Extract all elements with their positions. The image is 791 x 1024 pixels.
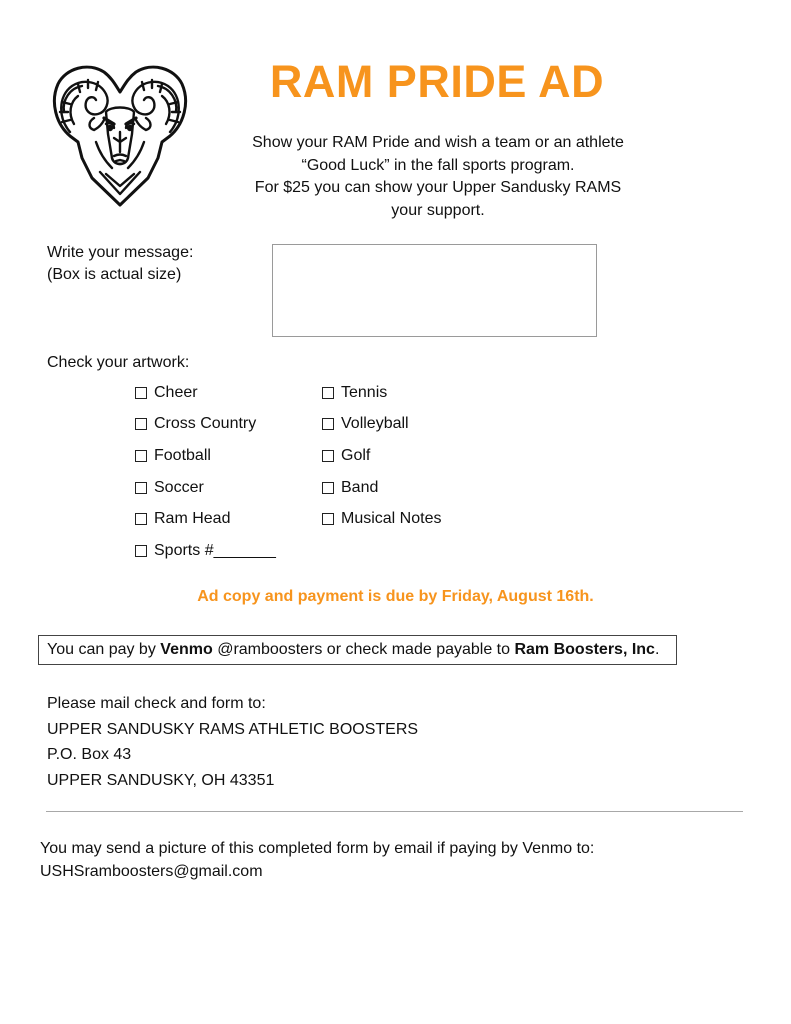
checkbox-icon[interactable] xyxy=(322,513,334,525)
email-note xyxy=(40,838,594,883)
checkbox-label: Cheer xyxy=(154,384,198,401)
checkbox-label: Volleyball xyxy=(341,415,409,432)
page-title: RAM PRIDE AD xyxy=(269,56,605,107)
message-sublabel-text: (Box is actual size) xyxy=(47,266,182,283)
message-label xyxy=(47,242,193,286)
checkbox-cross-country[interactable] xyxy=(134,413,256,435)
due-notice: Ad copy and payment is due by Friday, August 16th. xyxy=(197,588,594,605)
checkbox-label: Cross Country xyxy=(154,415,257,432)
checkbox-tennis[interactable] xyxy=(321,382,387,404)
payment-info xyxy=(38,635,677,665)
payment-middle: @ramboosters or check made payable to xyxy=(212,641,515,658)
checkbox-icon[interactable] xyxy=(135,418,147,430)
intro-line: Show your RAM Pride and wish a team or an athlete xyxy=(252,134,624,151)
payment-suffix: . xyxy=(654,641,660,658)
intro-line: For $25 you can show your Upper Sandusky RAMS xyxy=(254,179,622,196)
mail-line: UPPER SANDUSKY, OH 43351 xyxy=(47,771,275,789)
checkbox-icon[interactable] xyxy=(135,482,147,494)
checkbox-icon[interactable] xyxy=(322,387,334,399)
divider xyxy=(46,811,743,812)
checkbox-icon[interactable] xyxy=(135,513,147,525)
checkbox-cheer[interactable] xyxy=(134,382,198,404)
intro-text xyxy=(232,132,644,222)
checkbox-icon[interactable] xyxy=(135,450,147,462)
checkbox-sports-number[interactable] xyxy=(134,540,276,562)
message-box[interactable] xyxy=(272,244,597,337)
checkbox-football[interactable] xyxy=(134,445,211,467)
checkbox-label: Soccer xyxy=(154,479,204,496)
checkbox-band[interactable] xyxy=(321,477,378,499)
checkbox-icon[interactable] xyxy=(135,545,147,557)
checkbox-volleyball[interactable] xyxy=(321,413,409,435)
checkbox-icon[interactable] xyxy=(135,387,147,399)
checkbox-icon[interactable] xyxy=(322,482,334,494)
mail-line: P.O. Box 43 xyxy=(47,746,132,763)
checkbox-golf[interactable] xyxy=(321,445,370,467)
mail-line: UPPER SANDUSKY RAMS ATHLETIC BOOSTERS xyxy=(47,720,419,738)
checkbox-icon[interactable] xyxy=(322,450,334,462)
checkbox-label: Ram Head xyxy=(154,510,231,527)
checkbox-label: Musical Notes xyxy=(341,510,442,527)
checkbox-label: Golf xyxy=(341,447,371,464)
checkbox-label: Band xyxy=(341,479,379,496)
mailing-address xyxy=(47,691,418,793)
checkbox-label: Football xyxy=(154,447,211,464)
checkbox-ram-head[interactable] xyxy=(134,508,230,530)
intro-line: your support. xyxy=(391,201,485,219)
checkbox-label: Sports #_______ xyxy=(154,542,276,559)
ram-head-icon xyxy=(48,62,193,207)
checkbox-musical-notes[interactable] xyxy=(321,508,441,530)
intro-line: “Good Luck” in the fall sports program. xyxy=(301,156,575,174)
checkbox-soccer[interactable] xyxy=(134,477,204,499)
payee-label: Ram Boosters, Inc xyxy=(514,641,655,658)
email-address[interactable]: USHSramboosters@gmail.com xyxy=(40,862,263,880)
venmo-label: Venmo xyxy=(160,641,213,658)
artwork-label: Check your artwork: xyxy=(47,354,190,371)
checkbox-label: Tennis xyxy=(341,384,388,401)
email-note-text: You may send a picture of this completed form by email if paying by Venmo to: xyxy=(40,840,595,857)
mail-label: Please mail check and form to: xyxy=(47,695,266,712)
payment-prefix: You can pay by xyxy=(47,641,161,658)
message-label-text: Write your message: xyxy=(47,244,194,261)
checkbox-icon[interactable] xyxy=(322,418,334,430)
